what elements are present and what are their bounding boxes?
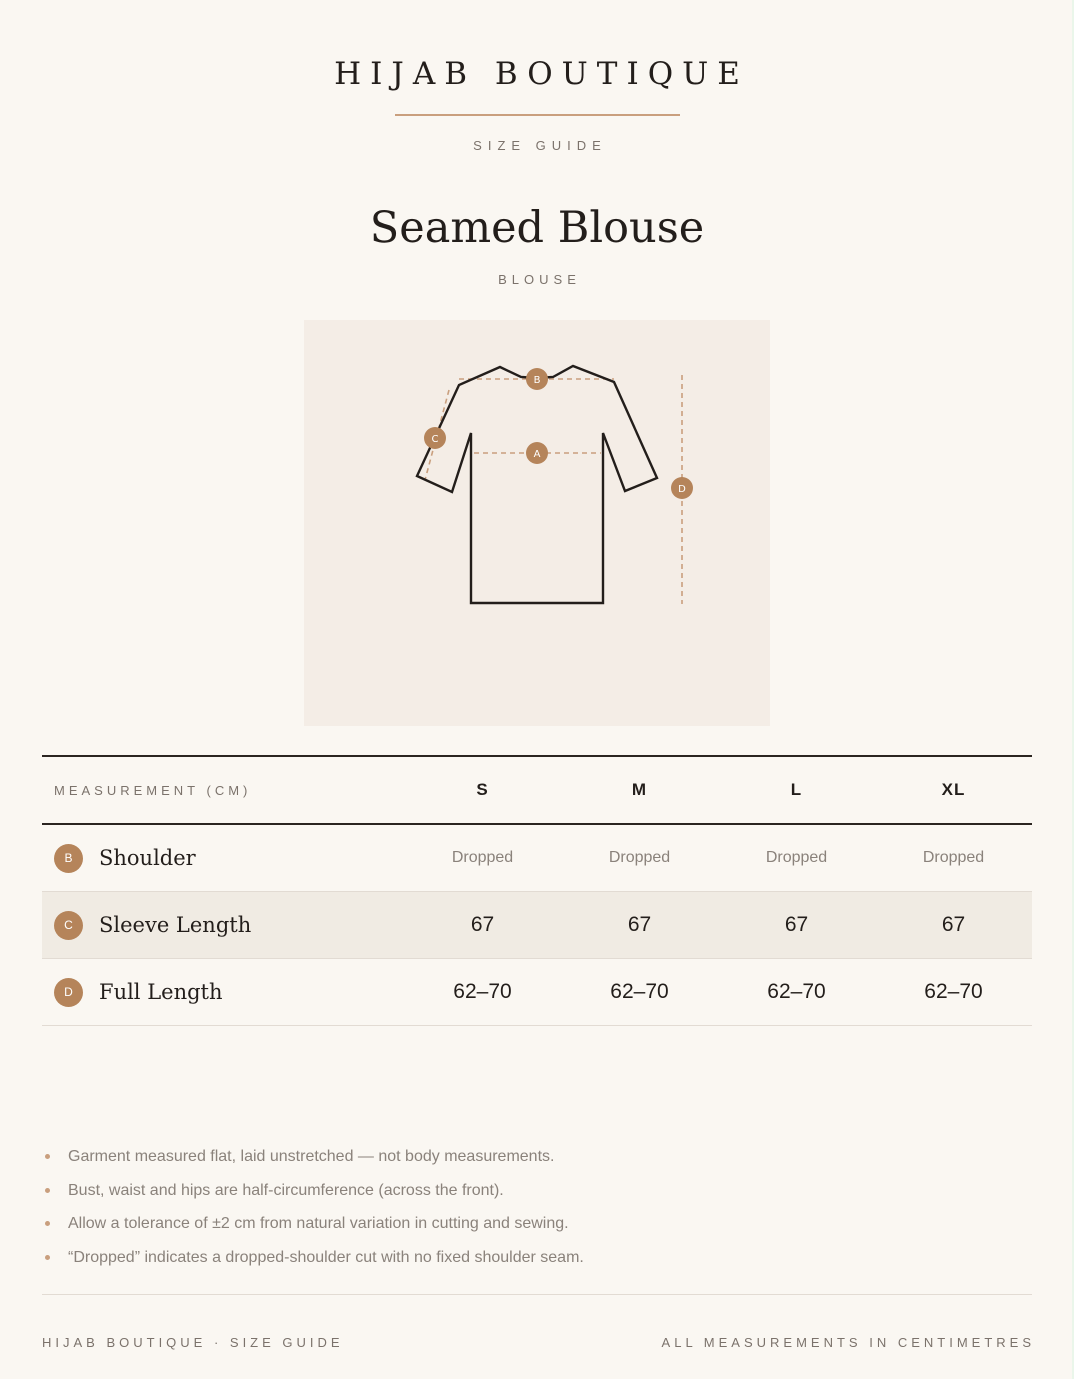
footer-units-note: ALL MEASUREMENTS IN CENTIMETRES xyxy=(661,1335,1035,1350)
note-text: Allow a tolerance of ±2 cm from natural variation in cutting and sewing. xyxy=(68,1215,569,1232)
row-label: Full Length xyxy=(99,980,223,1004)
list-item xyxy=(42,1207,1032,1241)
product-category: BLOUSE xyxy=(498,272,581,287)
size-header-s: S xyxy=(476,780,489,799)
bullet-icon xyxy=(45,1221,50,1226)
note-text: Bust, waist and hips are half-circumference (across the front). xyxy=(68,1181,504,1199)
table-row-shoulder xyxy=(42,825,1032,892)
table-cell: Dropped xyxy=(608,849,671,866)
table-row-sleeve-length xyxy=(42,892,1032,959)
garment-diagram xyxy=(304,320,770,726)
size-table xyxy=(42,755,1032,1026)
table-cell: 62–70 xyxy=(453,980,512,1003)
list-item xyxy=(42,1174,1032,1208)
notes-list xyxy=(42,1140,1032,1274)
bullet-icon xyxy=(45,1188,50,1193)
brand-name: HIJAB BOUTIQUE xyxy=(334,56,749,92)
size-header-l: L xyxy=(790,780,803,799)
measurement-header: MEASUREMENT (CM) xyxy=(54,782,252,798)
bullet-icon xyxy=(45,1154,50,1159)
marker-b xyxy=(526,368,548,390)
blouse-outline-illustration xyxy=(304,320,770,726)
list-item xyxy=(42,1140,1032,1174)
footer-brand: HIJAB BOUTIQUE · SIZE GUIDE xyxy=(42,1335,344,1350)
table-cell: 62–70 xyxy=(924,980,983,1003)
marker-b-label: B xyxy=(533,375,541,386)
product-title: Seamed Blouse xyxy=(369,203,705,253)
table-cell: 62–70 xyxy=(610,980,669,1003)
marker-d xyxy=(671,477,693,499)
marker-c xyxy=(424,427,446,449)
brand-divider xyxy=(395,114,680,116)
table-cell: 67 xyxy=(784,913,809,936)
table-cell: Dropped xyxy=(922,849,985,866)
row-label: Sleeve Length xyxy=(99,913,252,937)
size-header-xl: XL xyxy=(941,780,966,799)
row-badge: D xyxy=(54,978,83,1007)
blouse-outline xyxy=(417,366,657,603)
marker-a xyxy=(526,442,548,464)
note-text: Garment measured flat, laid unstretched — not body measurements. xyxy=(68,1148,555,1165)
guide-label: SIZE GUIDE xyxy=(473,138,607,153)
size-header-m: M xyxy=(631,780,648,799)
marker-a-label: A xyxy=(533,449,541,460)
marker-c-label: C xyxy=(431,434,439,445)
table-cell: 62–70 xyxy=(767,980,826,1003)
row-badge: C xyxy=(54,911,83,940)
table-cell: 67 xyxy=(941,913,966,936)
table-header-row xyxy=(42,757,1032,825)
table-cell: 67 xyxy=(627,913,652,936)
list-item xyxy=(42,1241,1032,1275)
table-cell: Dropped xyxy=(765,849,828,866)
marker-d-label: D xyxy=(678,484,686,495)
note-text: “Dropped” indicates a dropped-shoulder cut with no fixed shoulder seam. xyxy=(68,1248,584,1266)
bullet-icon xyxy=(45,1255,50,1260)
table-cell: Dropped xyxy=(451,849,514,866)
footer-divider xyxy=(42,1294,1032,1295)
table-row-full-length xyxy=(42,959,1032,1026)
row-label: Shoulder xyxy=(99,846,196,870)
table-cell: 67 xyxy=(470,913,495,936)
row-badge: B xyxy=(54,844,83,873)
